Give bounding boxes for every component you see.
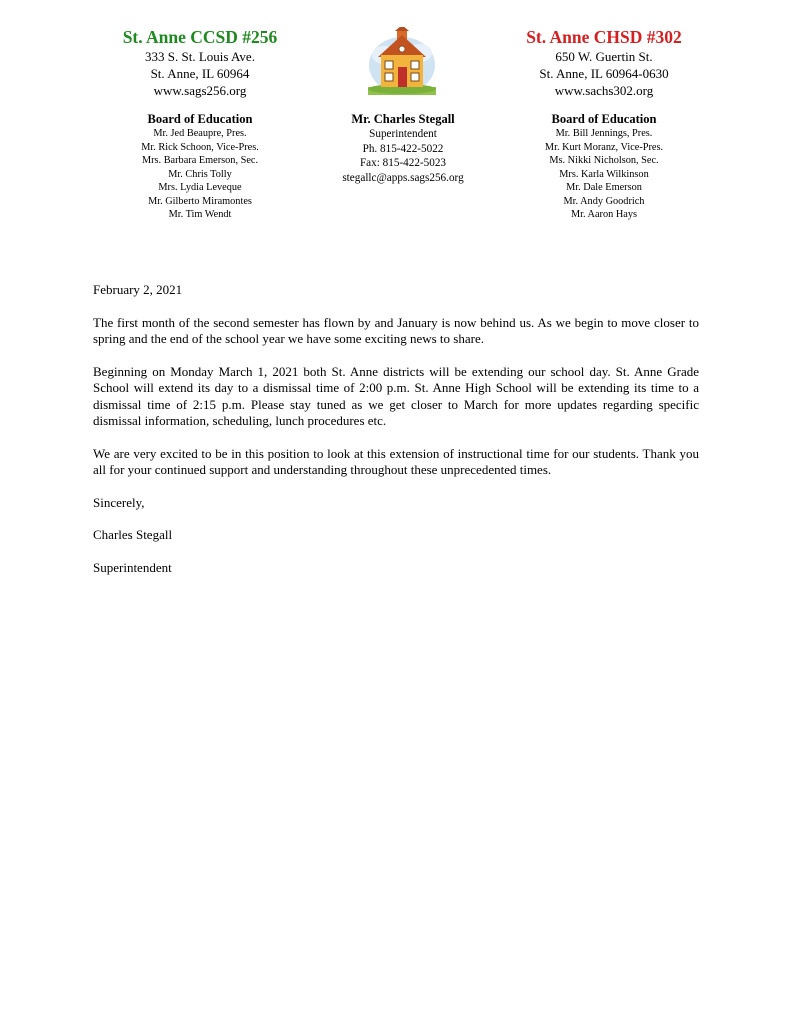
signer-title: Superintendent bbox=[93, 559, 172, 575]
superintendent-title: Superintendent bbox=[369, 128, 437, 140]
letter-body bbox=[93, 282, 699, 592]
left-board-member: Mrs. Lydia Leveque bbox=[158, 182, 242, 193]
right-district-header bbox=[494, 27, 714, 222]
left-board-member: Mr. Chris Tolly bbox=[168, 168, 232, 180]
right-board-member: Mr. Kurt Moranz, Vice-Pres. bbox=[544, 141, 664, 153]
letter-paragraph: Beginning on Monday March 1, 2021 both St. Anne districts will be extending our school day. St. Anne Grade School will extend its day to a dismissal time of 2:00 p.m. St. Anne High School will be extending its time to a dismissal time of 2:15 p.m. Please stay tuned as we get closer to March for more updates regarding specific dismissal information, scheduling, lunch procedures etc. bbox=[93, 363, 699, 428]
left-board-member: Mrs. Barbara Emerson, Sec. bbox=[141, 155, 259, 166]
left-address-line: St. Anne, IL 60964 bbox=[150, 66, 250, 81]
signer-name: Charles Stegall bbox=[93, 527, 173, 542]
right-board-member: Mr. Dale Emerson bbox=[566, 182, 642, 193]
left-board-member: Mr. Rick Schoon, Vice-Pres. bbox=[141, 141, 259, 153]
right-board-member: Mr. Aaron Hays bbox=[570, 209, 638, 220]
schoolhouse-icon bbox=[368, 27, 436, 97]
right-website: www.sachs302.org bbox=[554, 83, 654, 98]
right-address-line: 650 W. Guertin St. bbox=[555, 49, 653, 64]
left-district-header bbox=[90, 27, 310, 222]
left-board-member: Mr. Jed Beaupre, Pres. bbox=[153, 128, 247, 139]
letter-paragraph: We are very excited to be in this position to look at this extension of instructional time for our students. Thank you all for your continued support and understanding throughout these unprecedented times. bbox=[93, 445, 699, 477]
superintendent-fax: Fax: 815-422-5023 bbox=[359, 157, 447, 169]
left-board-member: Mr. Tim Wendt bbox=[168, 209, 232, 220]
right-board-title: Board of Education bbox=[551, 112, 657, 126]
letter-closing: Sincerely, bbox=[93, 494, 145, 510]
right-board-member: Mrs. Karla Wilkinson bbox=[559, 168, 649, 180]
superintendent-email: stegallc@apps.sags256.org bbox=[342, 171, 464, 184]
right-board-member: Ms. Nikki Nicholson, Sec. bbox=[549, 155, 659, 166]
left-website: www.sags256.org bbox=[153, 83, 247, 98]
superintendent-phone: Ph. 815-422-5022 bbox=[362, 142, 444, 155]
letter-date: February 2, 2021 bbox=[93, 282, 183, 297]
right-board-member: Mr. Bill Jennings, Pres. bbox=[555, 128, 653, 139]
right-address-line: St. Anne, IL 60964-0630 bbox=[539, 66, 669, 81]
right-board-member: Mr. Andy Goodrich bbox=[563, 195, 645, 207]
superintendent-block bbox=[313, 112, 493, 185]
left-address-line: 333 S. St. Louis Ave. bbox=[145, 49, 255, 64]
superintendent-name: Mr. Charles Stegall bbox=[351, 112, 455, 126]
left-district-name: St. Anne CCSD #256 bbox=[122, 27, 278, 47]
left-board-member: Mr. Gilberto Miramontes bbox=[148, 195, 252, 207]
left-board-title: Board of Education bbox=[147, 112, 253, 126]
letter-paragraph: The first month of the second semester has flown by and January is now behind us. As we begin to move closer to spring and the end of the school year we have some exciting news to share. bbox=[93, 314, 699, 346]
right-district-name: St. Anne CHSD #302 bbox=[526, 27, 682, 47]
